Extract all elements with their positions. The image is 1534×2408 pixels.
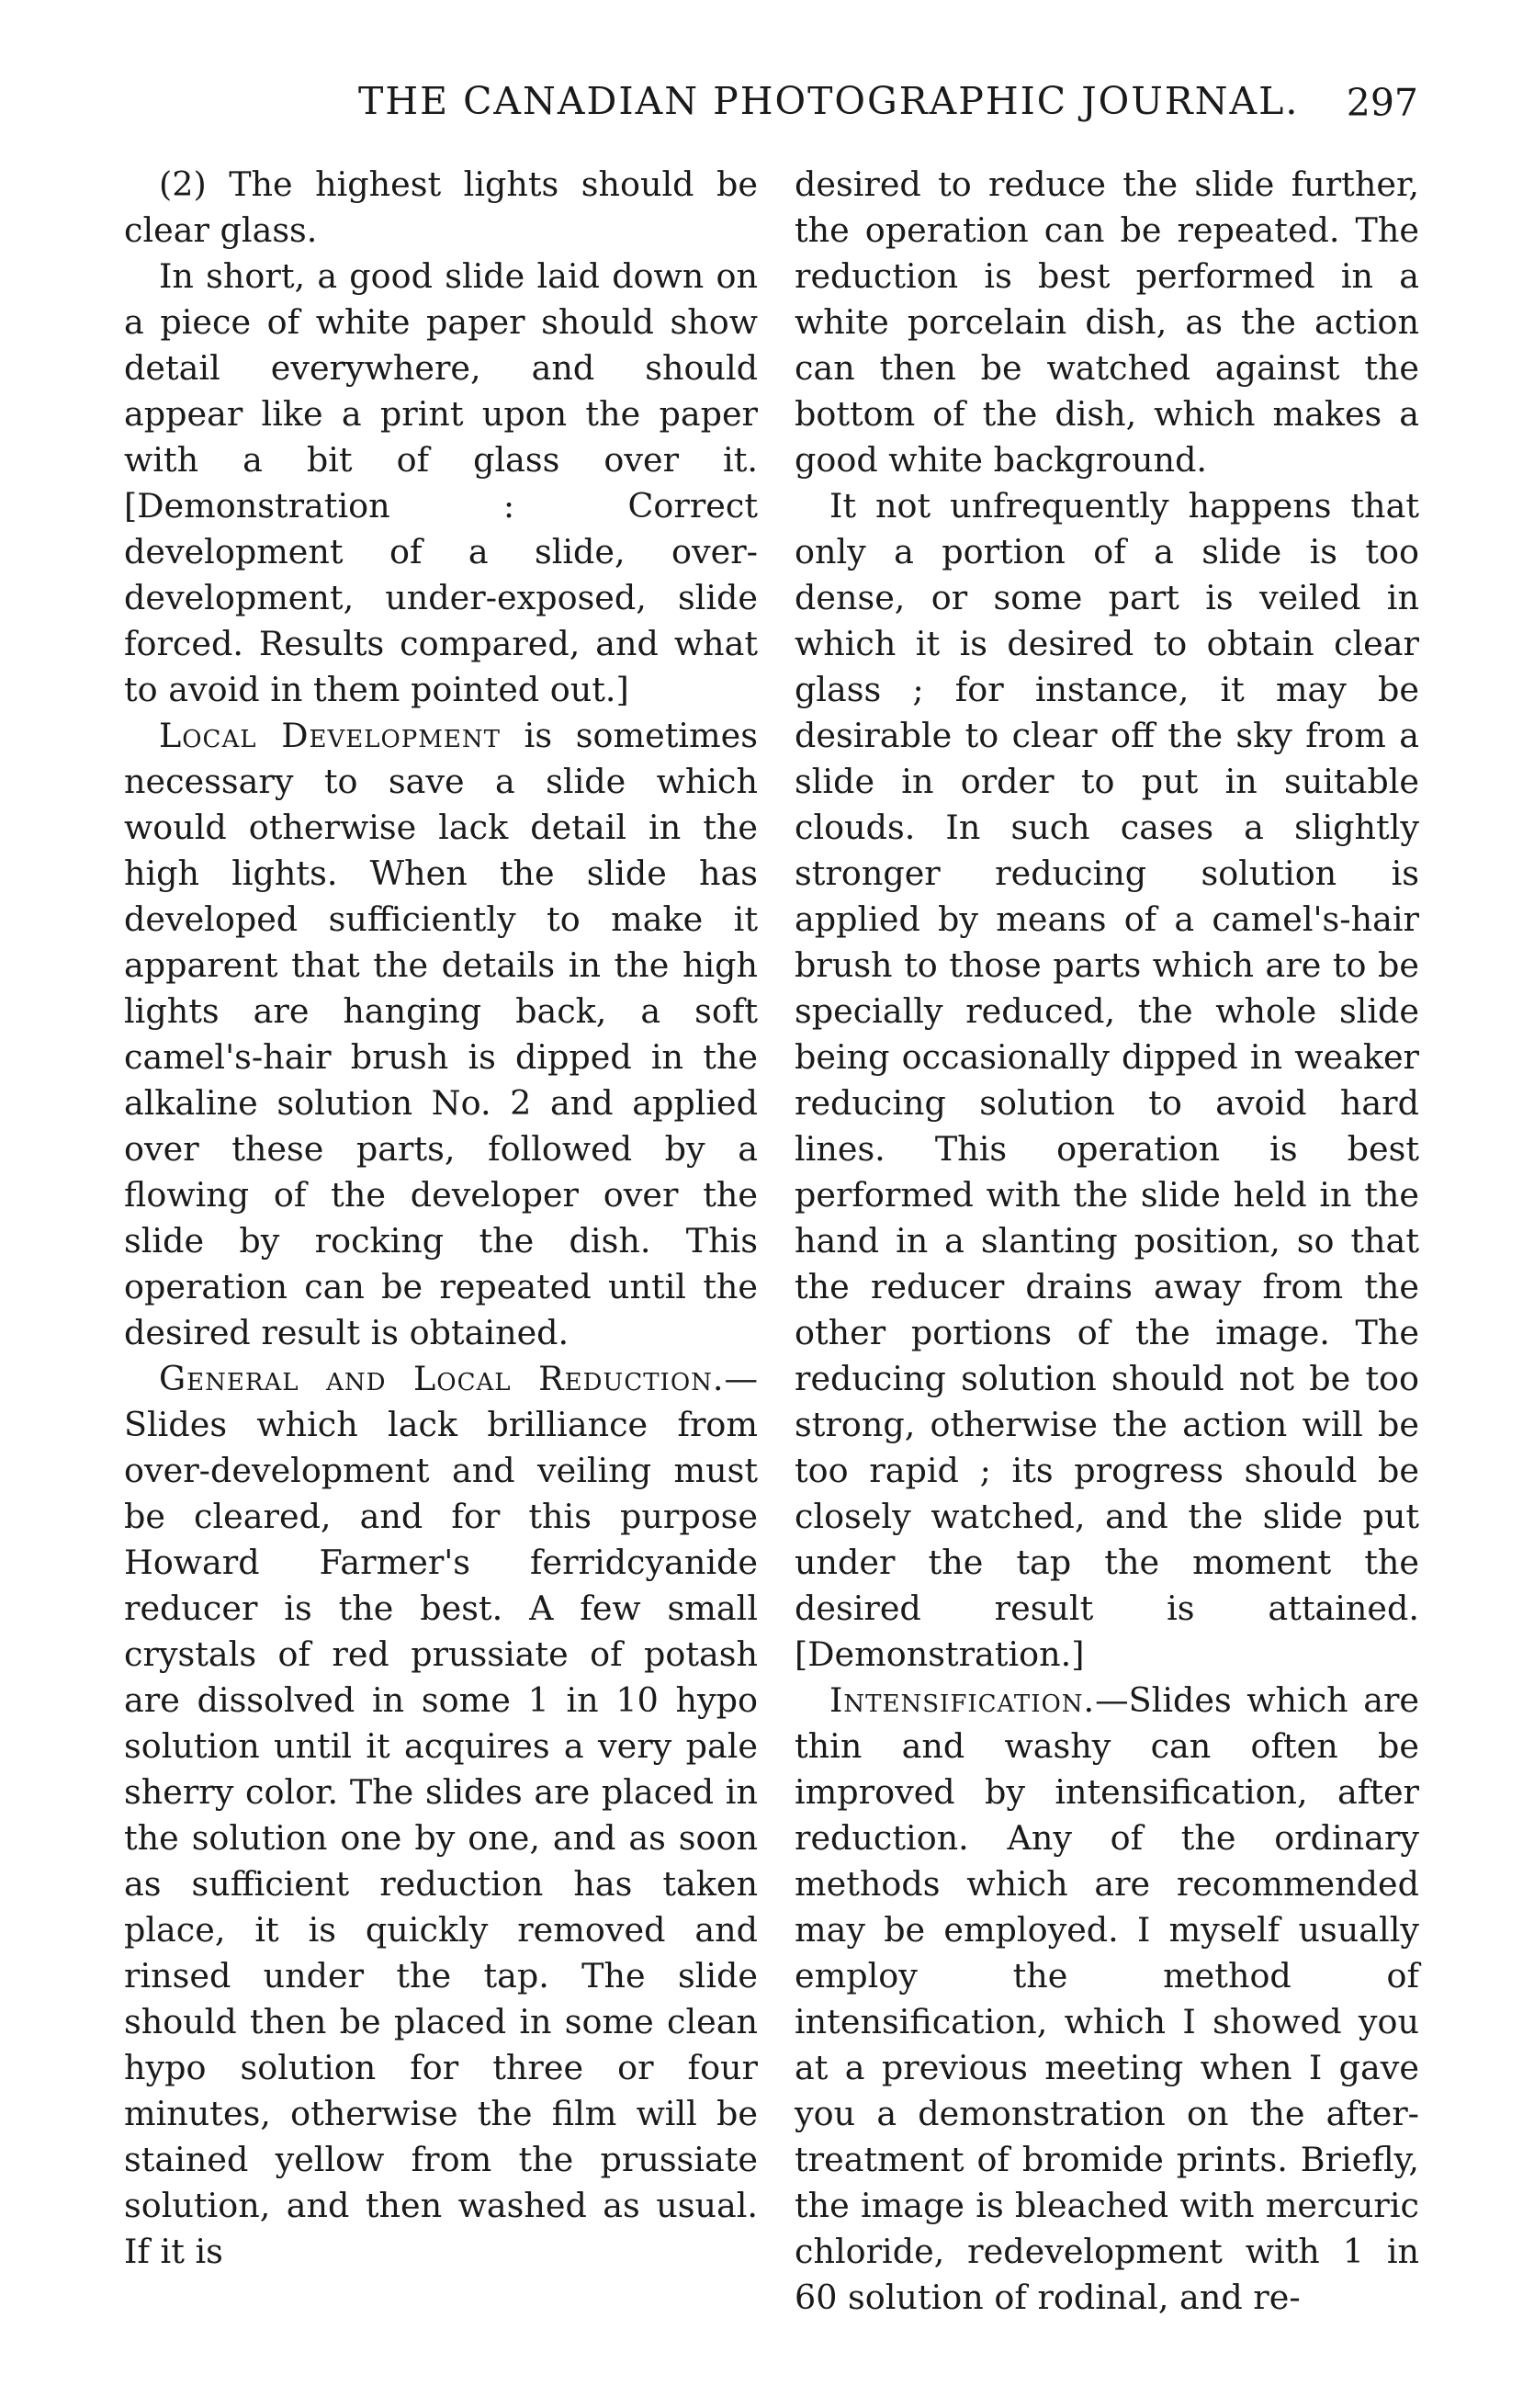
reduction-text: —Slides which lack brilliance from over-development and veiling must be cleared, and for this purpose Howard Farmer's ferridcyanide reducer is the best. A few small crystals of red prussiate of potash are dissolved in some 1 in 10 hypo solution until it acquires a very pale sherry color. The slides are placed in the solution one by one, and as soon as sufficient reduction has taken place, it is quickly removed and rinsed under the tap. The slide should then be placed in some clean hypo solution for three or four minutes, otherwise the film will be stained yellow from the prussiate solution, and then washed as usual. If it is — [124, 1359, 758, 2271]
paragraph-partial-reduction: It not unfrequently happens that only a portion of a slide is too dense, or some part is veiled in which it is desired to obtain clear glass ; for instance, it may be desirable to clear off the sky from a slide in order to put in suitable clouds. In such cases a slightly stronger reducing solution is applied by means of a camel's-hair brush to those parts which are to be specially reduced, the whole slide being occasionally dipped in weaker reducing solution to avoid hard lines. This operation is best performed with the slide held in the hand in a slanting position, so that the reducer drains away from the other portions of the image. The reducing solution should not be too strong, otherwise the action will be too rapid ; its progress should be closely watched, and the slide put under the tap the moment the desired result is attained. [Demonstration.] — [795, 486, 1419, 1674]
intensification-text: —Slides which are thin and washy can often be improved by intensification, after reduction. Any of the ordinary methods which are recommended may be employed. I myself usually employ the method of intensification, which I showed you at a previous meeting when I gave you a demonstration on the after-treatment of bromide prints. Briefly, the image is bleached with mercuric chloride, redevelopment with 1 in 60 solution of rodinal, and re- — [795, 1680, 1419, 2317]
running-head — [0, 79, 1534, 134]
paragraph-reduce-further: desired to reduce the slide further, the operation can be repeated. The reduction is best performed in a white porcelain dish, as the action can then be watched against the bottom of the dish, which makes a good white background. — [795, 164, 1419, 480]
section-heading-local-development: Local Development — [159, 716, 501, 755]
left-column — [124, 162, 758, 2275]
paragraph-good-slide: In short, a good slide laid down on a piece of white paper should show detail everywhere, and should appear like a print upon the paper with a bit of glass over it. [Demonstration : Correct development of a slide, over-development, under-exposed, slide forced. Results compared, and what to avoid in them pointed out.] — [124, 256, 758, 709]
journal-title: THE CANADIAN PHOTOGRAPHIC JOURNAL. — [358, 79, 1300, 123]
local-development-text: is sometimes necessary to save a slide which would otherwise lack detail in the high lights. When the slide has developed sufficiently to make it apparent that the details in the high lights are hanging back, a soft camel's-hair brush is dipped in the alkaline solution No. 2 and applied over these parts, followed by a flowing of the developer over the slide by rocking the dish. This operation can be repeated until the desired result is obtained. — [124, 716, 758, 1352]
right-column — [795, 162, 1419, 2321]
page-number: 297 — [1346, 81, 1418, 125]
paragraph-local-development — [124, 713, 758, 1356]
section-heading-intensification: Intensification. — [829, 1680, 1096, 1720]
paragraph-reduction — [124, 1356, 758, 2275]
paragraph-intensification — [795, 1678, 1419, 2321]
section-heading-reduction: General and Local Reduction. — [159, 1359, 725, 1398]
paragraph-highest-lights: (2) The highest lights should be clear glass. — [124, 164, 758, 250]
